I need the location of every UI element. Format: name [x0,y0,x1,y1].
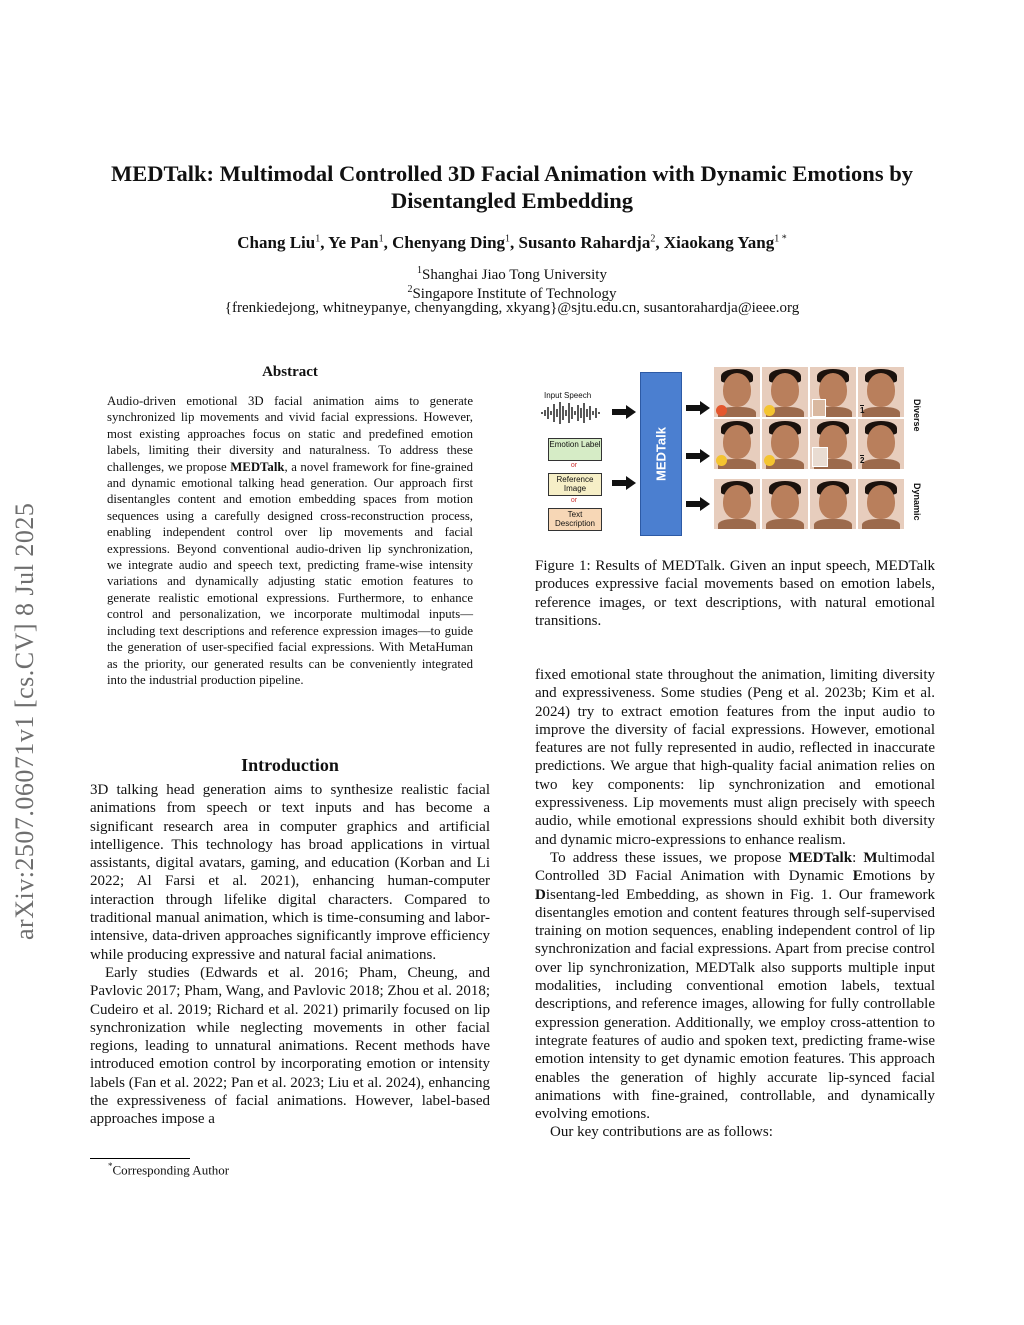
author-sup: 1 [315,233,321,245]
paragraph-text: motions by [862,868,935,885]
paragraph: Early studies (Edwards et al. 2016; Pham, Cheung, and Pavlovic 2017; Pham, Wang, and Pavlovic 2018; Zhou et al. 2018; Cudeiro et al. 2019; Richard et al. 2021) primarily focused on lip synchronization while neglecting movements in other facial regions, leading to unnatural animations. Recent methods have introduced emotion control by incorporating emotion or intensity labels (Fan et al. 2022; Pan et al. 2023; Liu et al. 2024), enhancing the expressiveness of facial animations. However, label-based approaches impose a [90,964,490,1128]
paragraph-text: ultimodal Controlled 3D Facial Animation with Dynamic [535,849,935,885]
paragraph [535,849,935,1123]
paper-title: MEDTalk: Multimodal Controlled 3D Facial Animation with Dynamic Emotions by Disentangled Embedding [111,161,913,213]
paragraph: fixed emotional state throughout the animation, limiting diversity and expressiveness. Some studies (Peng et al. 2023b; Kim et al. 2024) try to extract emotion features from the input audio to improve the diversity of facial expressions. However, emotional features are not fully represented in audio, reflected in inaccurate predictions. We argue that high-quality facial animation relies on two key components: lip synchronization and emotional expressiveness. Lip movements must align precisely with speech audio, while emotional expressions should exhibit both diversity and dynamic micro-expressions to enhance realism. [535,667,935,848]
surprised-emoji-icon [764,455,775,466]
arrow-right-icon [612,405,636,419]
face-render [714,479,760,529]
bold-letter: M [863,849,878,866]
author-list: Chang Liu$^1$, Ye Pan$^1$, Chenyang Ding$^1$, Susanto Rahardja$^2$, Xiaokang Yang$^{1 *}$ [237,233,787,252]
affiliation-sup: 2 [407,284,413,295]
abstract-text: Audio-driven emotional 3D facial animation aims to generate synchronized lip movements and vivid facial expressions. However, most existing approaches focus on static and predefined emotion labels, limiting their diversity and naturalness. To address these challenges, we propose [107,394,473,474]
abstract-body [107,393,473,688]
author-name: Chenyang Ding [392,233,506,252]
input-speech-label: Input Speech [544,391,592,400]
paragraph: Our key contributions are as follows: [550,1124,773,1141]
paragraph: 3D talking head generation aims to synthesize realistic facial animations from speech or text inputs and has become a significant research area in computer graphics and artificial intelligence. This technology has broad applications in virtual assistants, digital avatars, gaming, and education (Korban and Li 2022; Al Farsi et al. 2021), enhancing human-computer interaction through lifelike digital characters. Compared to traditional manual animation, which is time-consuming and labor-intensive, data-driven approaches significantly improve efficiency while producing expressive and natural facial animations. [90,782,490,963]
tag-label: 1 [860,406,865,415]
face-render [762,479,808,529]
or-label: or [570,497,578,504]
right-column-body [535,666,935,1142]
abstract-heading: Abstract [262,364,318,380]
author-name: Ye Pan [328,233,379,252]
waveform-icon [540,401,608,425]
footnote-text: Corresponding Author [112,1162,230,1178]
bold-letter: D [535,886,546,903]
arxiv-stamp: arXiv:2507.06071v1 [cs.CV] 8 Jul 2025 [10,502,39,940]
author-sup: 1 * [774,233,787,245]
medtalk-label: MEDTalk [653,427,669,481]
abstract-text: , a novel framework for fine-grained and dynamic emotional talking head generation. Our approach first disentangles content and emotion embedding spaces from motion sequences using a carefully designed cross-reconstruction process, enabling independent control over lip movements and facial expressions. Beyond conventional audio-driven lip synchronization, we integrate audio and speech text, predicting frame-wise intensity variations and dynamically adjusting static emotion features to generate realistic emotional expressions. Furthermore, to enhance control and personalization, we incorporate multimodal inputs—including text descriptions and reference expression images—to guide the generation of user-specified facial expressions. With MetaHuman as the priority, our generated results can be conveniently integrated into the industrial production pipeline. [107,459,473,687]
author-sup: 1 [378,233,384,245]
figure-caption: Figure 1: Results of MEDTalk. Given an input speech, MEDTalk produces expressive facial movements based on emotion labels, reference images, or text descriptions, with natural emotional transitions. [535,558,935,629]
affiliation-text: Singapore Institute of Technology [412,286,617,302]
abstract-bold: MEDTalk [230,459,285,474]
author-name: Xiaokang Yang [663,233,775,252]
tag-label: 2 [860,456,865,465]
face-render [858,367,904,417]
author-name: Susanto Rahardja [518,233,651,252]
author-name: Chang Liu [237,233,316,252]
face-render [858,479,904,529]
arrow-right-icon [686,449,710,463]
email-list: {frenkiedejong, whitneypanye, chenyangding, xkyang}@sjtu.edu.cn, susantorahardja@ieee.org [224,300,800,316]
paragraph-text: isentang-led Embedding, as shown in Fig. 1. Our framework disentangles emotion and content features through self-supervised training on motion sequences, enabling independent control of lip synchronization and facial expressions. Apart from precise control over lip synchronization, MEDTalk also supports multiple input modalities, including conventional emotion labels, textual descriptions, and reference images, allowing for fully controllable expression generation. Additionally, we employ cross-attention to integrate features of audio and spoken text, predicting frame-wise emotion intensity to get dynamic emotion features. This approach enables the generation of highly accurate lip-synced facial animations with fine-grained, controllable, and dynamically evolving emotions. [535,886,935,1123]
or-label: or [570,462,578,469]
introduction-heading: Introduction [241,755,339,775]
author-sup: 1 [505,233,511,245]
arrow-right-icon [686,401,710,415]
reference-thumbnail [812,447,828,467]
angry-emoji-icon [716,405,727,416]
dynamic-label: Dynamic [912,483,922,521]
sleepy-emoji-icon [764,405,775,416]
paragraph-text: : [852,849,864,866]
footnote [108,1161,229,1178]
introduction-body [90,781,490,1129]
text-description-box: Text Description [548,508,602,531]
emotion-label-box: Emotion Label [548,438,602,461]
bold-letter: E [852,868,863,885]
face-render [858,419,904,469]
arrow-right-icon [686,497,710,511]
paragraph-text: To address these issues, we propose [550,849,789,866]
happy-emoji-icon [716,455,727,466]
footnote-rule [90,1158,190,1159]
affiliation-sup: 1 [417,265,423,276]
footnote-sup: * [108,1161,113,1171]
reference-image-box: Reference Image [548,473,602,496]
diverse-label: Diverse [912,399,922,432]
figure-1 [538,365,938,545]
face-render [810,479,856,529]
reference-thumbnail [812,399,826,417]
bold-term: MEDTalk [788,849,853,866]
affiliation-text: Shanghai Jiao Tong University [422,267,607,283]
arrow-right-icon [612,476,636,490]
medtalk-block [640,372,682,536]
author-sup: 2 [650,233,656,245]
